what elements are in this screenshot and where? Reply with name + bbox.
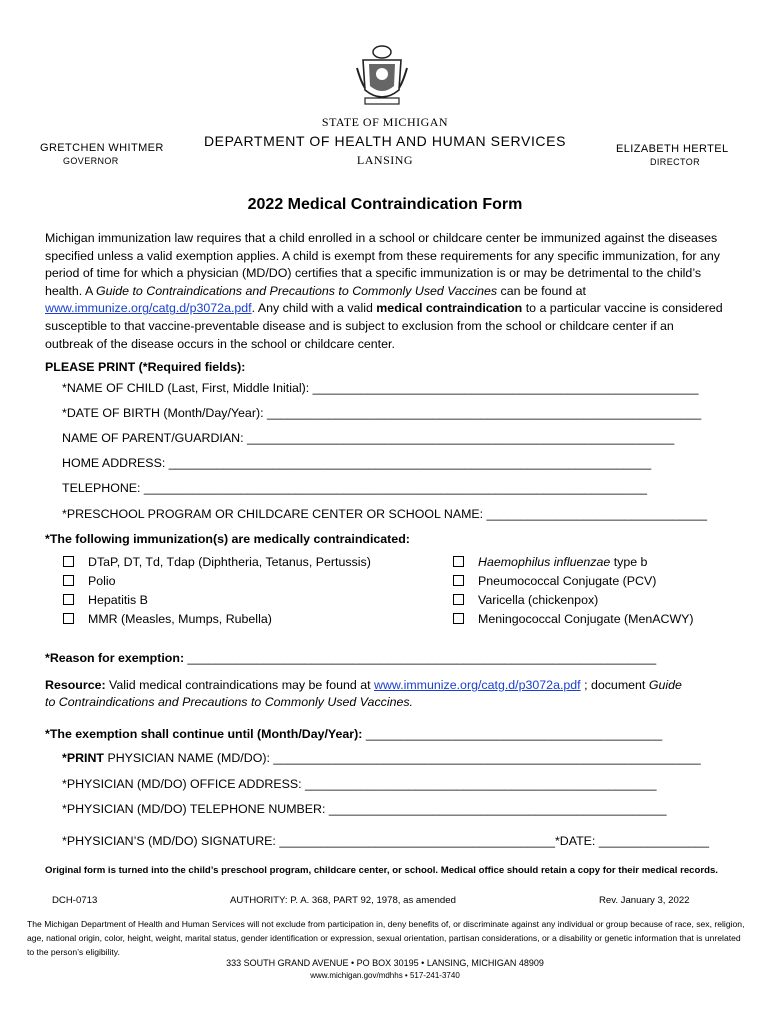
michigan-seal-icon <box>355 42 409 108</box>
revision-date: Rev. January 3, 2022 <box>599 895 690 906</box>
immunize-link[interactable]: www.immunize.org/catg.d/p3072a.pdf <box>45 301 252 316</box>
intro-text: Michigan immunization law requires that a child enrolled in a school or childcare center be immunized against the diseases specified unless a valid exemption applies. A child is exempt from these requirements for any specific immunization, for any period of time for which a physician (MD/DO) certifies that a specific immunization is or may be detrimental to the child’s health. A <box>45 231 720 298</box>
state-name: STATE OF MICHIGAN <box>321 115 449 129</box>
reason-label: *Reason for exemption: <box>45 651 185 665</box>
option-varicella[interactable] <box>453 593 598 607</box>
option-label-italic: Haemophilus influenzae <box>478 555 611 569</box>
resource-guide: Guide <box>648 678 682 692</box>
checkbox-icon[interactable] <box>453 594 464 605</box>
checkbox-icon[interactable] <box>63 575 74 586</box>
governor-name: GRETCHEN WHITMER <box>40 142 164 154</box>
option-label: type b <box>610 555 648 569</box>
form-number: DCH-0713 <box>52 895 98 906</box>
checkbox-icon[interactable] <box>453 613 464 624</box>
reason-line[interactable]: ____________________________________________________________________ <box>184 651 657 665</box>
resource-note <box>45 677 725 711</box>
home-address-field[interactable]: HOME ADDRESS: ______________________________________________________________________ <box>62 456 652 470</box>
option-hib[interactable] <box>453 555 647 569</box>
resource-text: Valid medical contraindications may be found at <box>105 678 374 692</box>
print-label: *PRINT <box>62 751 104 765</box>
option-label: Pneumococcal Conjugate (PCV) <box>478 574 657 588</box>
parent-name-field[interactable]: NAME OF PARENT/GUARDIAN: ______________________________________________________________ <box>62 431 675 445</box>
option-label: Varicella (chickenpox) <box>478 593 599 607</box>
dob-field[interactable]: *DATE OF BIRTH (Month/Day/Year): _______________________________________________________________ <box>62 406 702 420</box>
department-name: DEPARTMENT OF HEALTH AND HUMAN SERVICES <box>203 133 567 149</box>
option-dtap[interactable] <box>63 555 371 569</box>
option-menacwy[interactable] <box>453 612 694 626</box>
telephone-field[interactable]: TELEPHONE: _________________________________________________________________________ <box>62 481 647 495</box>
intro-text: can be found at <box>497 283 586 298</box>
option-label: Polio <box>88 574 116 588</box>
governor-title: GOVERNOR <box>63 156 119 166</box>
director-title: DIRECTOR <box>650 157 701 167</box>
option-mmr[interactable] <box>63 612 272 626</box>
resource-guide: to Contraindications and Precautions to Commonly Used Vaccines. <box>45 695 414 709</box>
checkbox-icon[interactable] <box>63 556 74 567</box>
option-label: Meningococcal Conjugate (MenACWY) <box>478 612 694 626</box>
physician-phone-field[interactable]: *PHYSICIAN (MD/DO) TELEPHONE NUMBER: _________________________________________________ <box>62 802 667 816</box>
city-name: LANSING <box>356 153 414 167</box>
option-label: Hepatitis B <box>88 593 148 607</box>
exemption-until-line[interactable]: ___________________________________________ <box>362 727 663 741</box>
physician-signature-field[interactable]: *PHYSICIAN’S (MD/DO) SIGNATURE: ________________________________________*DATE: ________________ <box>62 834 710 848</box>
intro-bold-text: medical contraindication <box>376 301 523 316</box>
school-name-field[interactable]: *PRESCHOOL PROGRAM OR CHILDCARE CENTER OR SCHOOL NAME: ________________________________ <box>62 507 708 521</box>
resource-link[interactable]: www.immunize.org/catg.d/p3072a.pdf <box>374 678 581 692</box>
physician-name-line[interactable]: PHYSICIAN NAME (MD/DO): ______________________________________________________________ <box>104 751 701 765</box>
intro-paragraph <box>45 230 725 353</box>
resource-label: Resource: <box>45 678 106 692</box>
checkbox-icon[interactable] <box>63 594 74 605</box>
exemption-until-field[interactable] <box>45 727 662 741</box>
checkbox-icon[interactable] <box>63 613 74 624</box>
option-label: DTaP, DT, Td, Tdap (Diphtheria, Tetanus, Pertussis) <box>88 555 371 569</box>
reason-field[interactable] <box>45 651 656 665</box>
physician-address-field[interactable]: *PHYSICIAN (MD/DO) OFFICE ADDRESS: ___________________________________________________ <box>62 777 657 791</box>
option-pcv[interactable] <box>453 574 656 588</box>
option-hepatitis-b[interactable] <box>63 593 148 607</box>
resource-text: ; document <box>580 678 649 692</box>
exemption-until-label: *The exemption shall continue until (Month/Day/Year): <box>45 727 363 741</box>
child-name-field[interactable]: *NAME OF CHILD (Last, First, Middle Initial): ________________________________________________________ <box>62 381 699 395</box>
immunizations-heading: *The following immunization(s) are medically contraindicated: <box>45 532 410 546</box>
intro-text: to a particular vaccine is considered susceptible to that vaccine-preventable disease and is subject to exclusion from the school or childcare center if an outbreak of the disease occurs in the school or childcare center. <box>45 301 723 351</box>
intro-text: . Any child with a valid <box>251 301 377 316</box>
non-discrimination-notice: The Michigan Department of Health and Human Services will not exclude from participation in, deny benefits of, or discriminate against any individual or group because of race, sex, religion, age, national origin, color, height, weight, marital status, gender identification or expression, sexual orientation, partisan considerations, or a disability or genetic information that is unrelated to the person’s eligibility. <box>27 919 745 957</box>
authority: AUTHORITY: P. A. 368, PART 92, 1978, as amended <box>230 895 456 906</box>
intro-guide-title: Guide to Contraindications and Precautions to Commonly Used Vaccines <box>95 283 498 298</box>
option-polio[interactable] <box>63 574 116 588</box>
physician-name-field[interactable] <box>62 751 701 765</box>
option-label: MMR (Measles, Mumps, Rubella) <box>88 612 272 626</box>
checkbox-icon[interactable] <box>453 556 464 567</box>
please-print-heading: PLEASE PRINT (*Required fields): <box>45 360 246 374</box>
form-title: 2022 Medical Contraindication Form <box>247 196 523 213</box>
director-name: ELIZABETH HERTEL <box>616 143 729 155</box>
footer-address: 333 SOUTH GRAND AVENUE • PO BOX 30195 • LANSING, MICHIGAN 48909 <box>226 958 544 968</box>
footer-web: www.michigan.gov/mdhhs • 517-241-3740 <box>310 971 460 980</box>
checkbox-icon[interactable] <box>453 575 464 586</box>
original-form-note: Original form is turned into the child’s preschool program, childcare center, or school. Medical office should retain a copy for their medical records. <box>45 865 718 876</box>
